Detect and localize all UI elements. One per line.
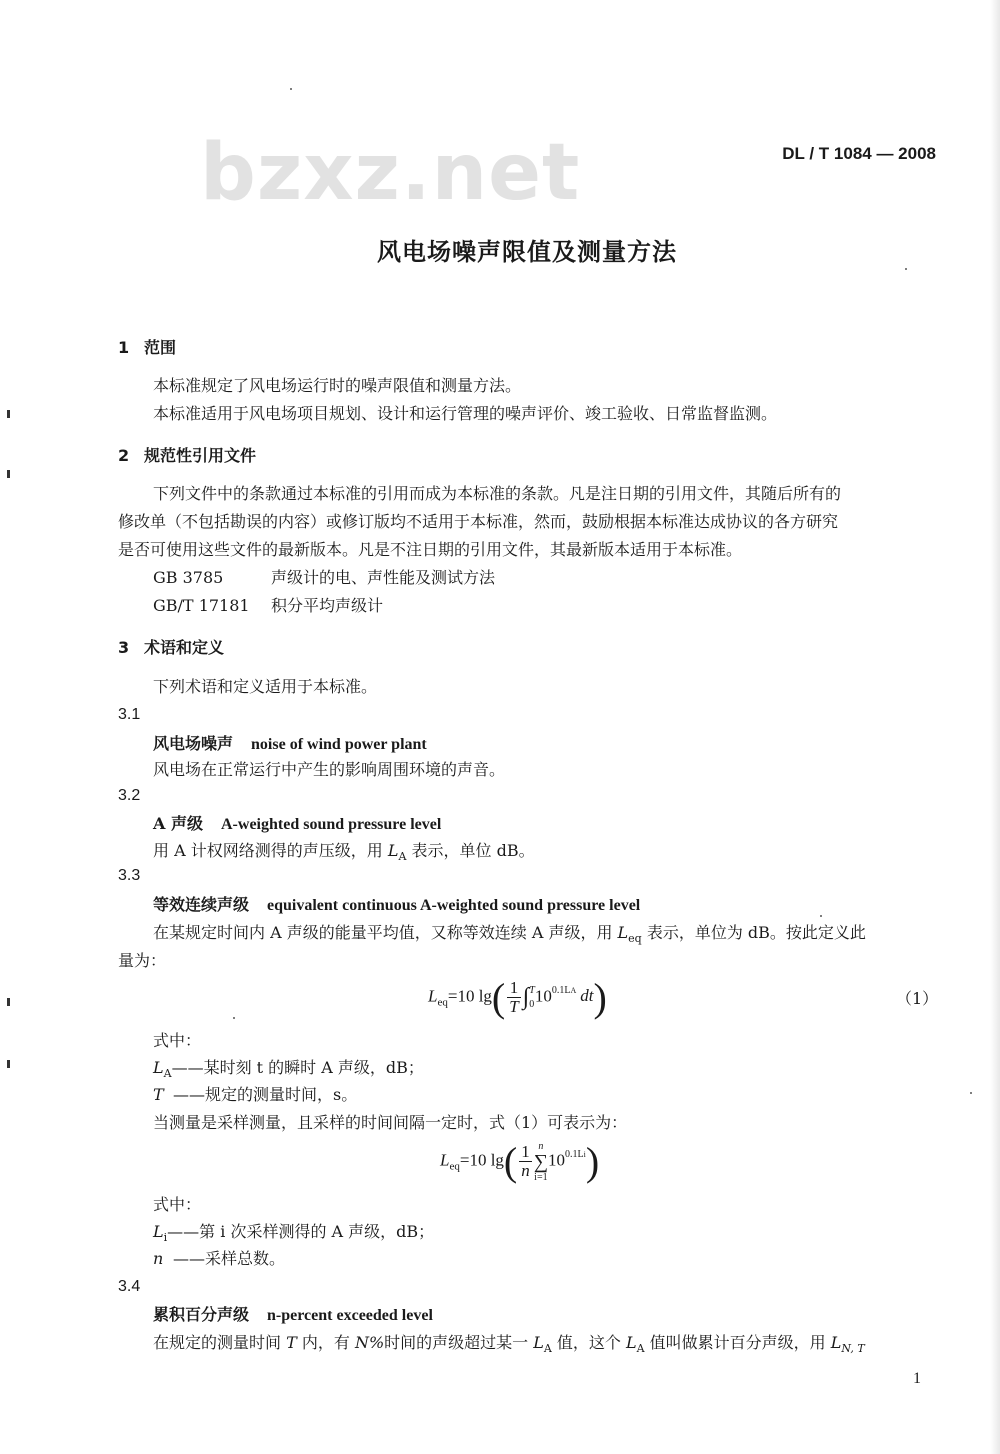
section-title: 范围 (144, 338, 177, 357)
section-title: 术语和定义 (144, 638, 225, 657)
section-title: 规范性引用文件 (144, 446, 257, 465)
integral-sign: ∫ (522, 984, 530, 1010)
term-en: equivalent continuous A-weighted sound pressure level (267, 897, 641, 914)
scan-dot (820, 915, 822, 917)
symbol: L (387, 841, 399, 860)
numerator: 1 (521, 1142, 530, 1161)
upper-limit: T (529, 984, 535, 996)
paragraph-line: 修改单（不包括勘误的内容）或修订版均不适用于本标准，然而，鼓励根据本标准达成协议的各方研究 (118, 512, 839, 531)
variable-description: ——采样总数。 (173, 1249, 286, 1268)
paragraph: 本标准规定了风电场运行时的噪声限值和测量方法。 (153, 376, 522, 395)
definition-text: 表示，单位为 dB。按此定义此 (641, 923, 866, 942)
term-number: 3.4 (118, 1278, 141, 1295)
term-definition-line: 量为： (118, 951, 167, 970)
eq-base: 10 (548, 1150, 566, 1170)
term-en: A-weighted sound pressure level (221, 816, 442, 833)
scan-dot (970, 1092, 972, 1094)
definition-text: 在规定的测量时间 (153, 1333, 287, 1352)
definition-text: 值叫做累计百分声级，用 (644, 1333, 831, 1352)
document-number: DL / T 1084 — 2008 (782, 144, 936, 163)
exponent (552, 985, 576, 996)
symbol: T (286, 1333, 297, 1352)
term-definition (153, 840, 535, 868)
reference-item (153, 567, 495, 589)
eq-operator: =10 lg (447, 986, 492, 1006)
eq-subscript: eq (449, 1160, 460, 1173)
variable-description: ——规定的测量时间，s。 (173, 1085, 358, 1104)
scan-mark (7, 998, 10, 1006)
definition-text: 内，有 (296, 1333, 355, 1352)
lower-limit: i=1 (534, 1171, 548, 1183)
term-en: noise of wind power plant (251, 736, 427, 753)
scan-dot (290, 88, 292, 90)
eq-subscript: eq (437, 996, 448, 1009)
symbol-subscript: eq (628, 932, 642, 945)
term-heading (153, 813, 441, 836)
symbol: L (626, 1333, 637, 1352)
eq-differential: dt (580, 986, 594, 1006)
symbol: L (153, 1222, 164, 1241)
paragraph: 下列术语和定义适用于本标准。 (153, 677, 378, 696)
term-cn: 累积百分声级 (153, 1305, 250, 1324)
numerator: 1 (507, 979, 520, 998)
lower-limit: 0 (529, 998, 535, 1010)
exponent-subscript: i (583, 1150, 586, 1160)
definition-text: 在某规定时间内 A 声级的能量平均值，又称等效连续 A 声级，用 (153, 923, 618, 942)
symbol: L (617, 923, 629, 942)
section-number: 1 (118, 338, 130, 357)
symbol-subscript: N, T (841, 1342, 865, 1355)
term-en: n-percent exceeded level (267, 1307, 433, 1324)
term-definition-line (153, 922, 866, 950)
definition-text: 用 A 计权网络测得的声压级，用 (153, 841, 388, 860)
symbol-subscript: A (398, 850, 407, 863)
symbol: T (153, 1085, 164, 1104)
equation-1 (428, 974, 607, 1021)
scan-mark (7, 470, 10, 478)
eq-base: 10 (534, 986, 552, 1006)
variable-definition (153, 1248, 285, 1270)
right-paren: ) (585, 1139, 600, 1184)
symbol: N% (354, 1333, 385, 1352)
symbol: L (533, 1333, 544, 1352)
fraction (507, 979, 520, 1016)
left-paren: ( (491, 975, 506, 1020)
upper-limit: n (538, 1140, 544, 1152)
symbol-subscript: i (163, 1231, 168, 1244)
exponent (565, 1149, 586, 1160)
reference-title: 声级计的电、声性能及测试方法 (271, 568, 496, 587)
section-number: 2 (118, 446, 130, 465)
equation-number: （1） (896, 989, 939, 1008)
exponent-text: 0.1L (565, 1149, 584, 1161)
variable-definition (153, 1057, 424, 1085)
reference-item (153, 595, 383, 617)
where-label: 式中： (153, 1195, 202, 1214)
eq-symbol: L (440, 1150, 450, 1170)
symbol: L (830, 1333, 842, 1352)
section-number: 3 (118, 638, 130, 657)
exponent-text: 0.1L (551, 985, 571, 997)
denominator: n (521, 1161, 530, 1180)
symbol: n (153, 1249, 164, 1268)
section-3-heading (118, 637, 224, 659)
right-paren: ) (593, 975, 607, 1020)
where-label: 式中： (153, 1031, 202, 1050)
term-number: 3.1 (118, 706, 141, 723)
eq-operator: =10 lg (459, 1150, 504, 1170)
definition-text: 值，这个 (551, 1333, 627, 1352)
watermark: bzxz.net (200, 128, 581, 218)
term-cn: 风电场噪声 (153, 734, 234, 753)
symbol-subscript: A (636, 1342, 645, 1355)
symbol-subscript: A (163, 1067, 172, 1080)
term-heading (153, 1304, 433, 1327)
sum-sign: ∑ (533, 1150, 549, 1173)
reference-title: 积分平均声级计 (271, 596, 384, 615)
denominator: T (509, 997, 519, 1016)
left-paren: ( (503, 1139, 518, 1184)
variable-description: ——某时刻 t 的瞬时 A 声级，dB； (171, 1058, 424, 1077)
equation-2 (440, 1138, 599, 1185)
scan-edge-shadow (990, 0, 1000, 1454)
variable-definition (153, 1084, 357, 1106)
variable-description: ——第 i 次采样测得的 A 声级，dB； (167, 1222, 435, 1241)
reference-code: GB 3785 (153, 568, 224, 587)
paragraph-line: 下列文件中的条款通过本标准的引用而成为本标准的条款。凡是注日期的引用文件，其随后所有的 (153, 484, 842, 503)
exponent-subscript: A (570, 986, 577, 996)
scan-mark (7, 410, 10, 418)
summation (534, 1141, 548, 1183)
term-number: 3.3 (118, 867, 141, 884)
term-number: 3.2 (118, 787, 141, 804)
symbol-subscript: A (543, 1342, 552, 1355)
paragraph: 当测量是采样测量，且采样的时间间隔一定时，式（1）可表示为： (153, 1113, 628, 1132)
page-title: 风电场噪声限值及测量方法 (377, 238, 677, 266)
symbol: L (153, 1058, 164, 1077)
term-heading (153, 894, 640, 917)
scan-dot (905, 268, 907, 270)
term-heading (153, 733, 427, 756)
term-cn: 等效连续声级 (153, 895, 250, 914)
section-2-heading (118, 445, 256, 467)
eq-symbol: L (428, 986, 438, 1006)
definition-text: 表示，单位 dB。 (406, 841, 535, 860)
page-number: 1 (913, 1370, 921, 1387)
section-1-heading (118, 337, 176, 359)
variable-definition (153, 1221, 434, 1249)
reference-code: GB/T 17181 (153, 596, 250, 615)
scan-mark (7, 1060, 10, 1068)
term-definition-line (153, 1332, 865, 1360)
paragraph: 本标准适用于风电场项目规划、设计和运行管理的噪声评价、竣工验收、日常监督监测。 (153, 404, 778, 423)
fraction (519, 1143, 532, 1180)
term-cn: A 声级 (153, 814, 203, 833)
term-definition: 风电场在正常运行中产生的影响周围环境的声音。 (153, 760, 506, 779)
definition-text: 时间的声级超过某一 (384, 1333, 534, 1352)
paragraph-line: 是否可使用这些文件的最新版本。凡是不注日期的引用文件，其最新版本适用于本标准。 (118, 540, 743, 559)
scan-dot (233, 1017, 235, 1019)
